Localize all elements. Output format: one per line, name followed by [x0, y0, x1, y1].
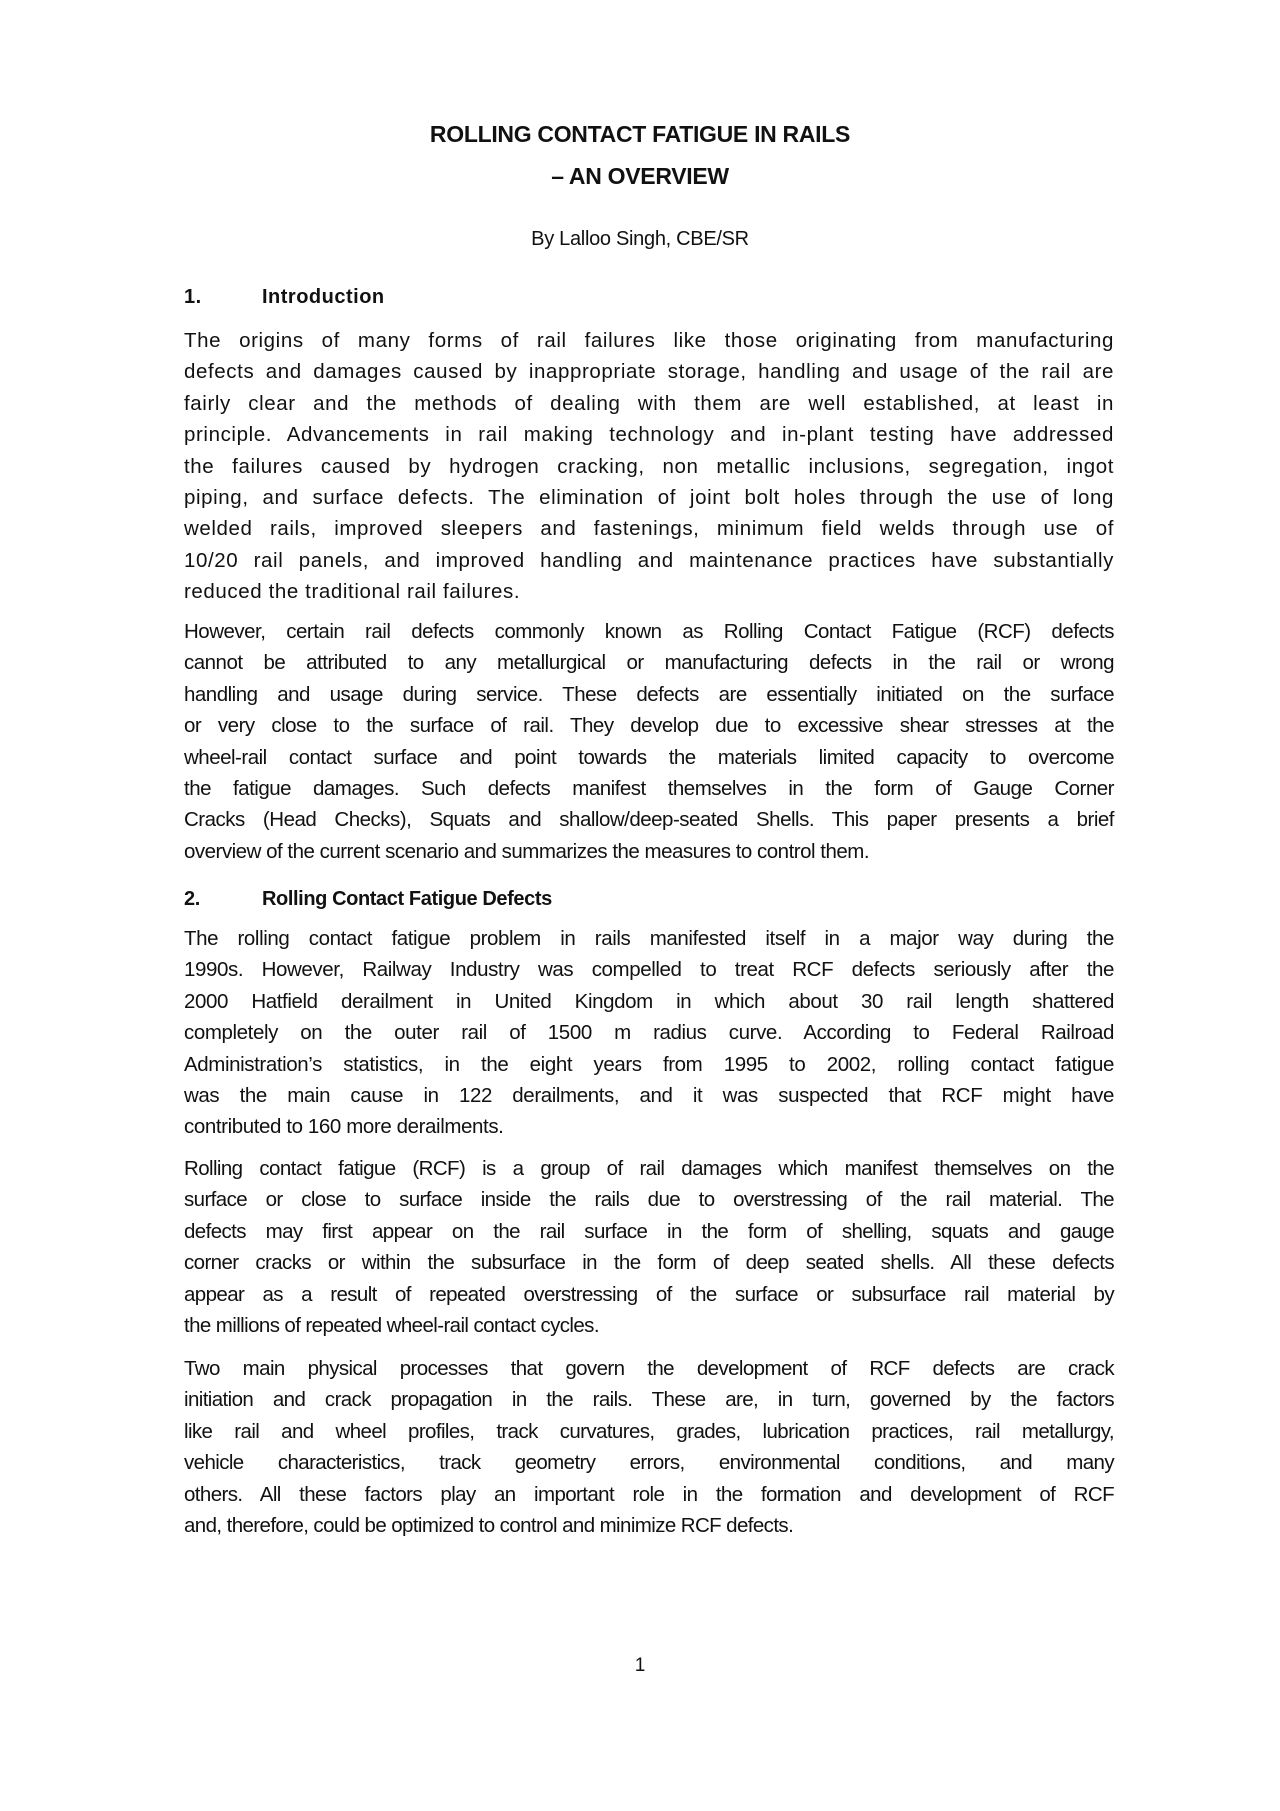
- text-line: defects may first appear on the rail surface in the form of shelling, squats and gauge: [184, 1219, 1114, 1243]
- section-title: Rolling Contact Fatigue Defects: [262, 888, 552, 910]
- text-line: Two main physical processes that govern the development of RCF defects are crack: [184, 1357, 1114, 1380]
- section-heading-rcf-defects: [184, 888, 552, 911]
- section-number: 2.: [184, 888, 200, 910]
- page-number: 1: [634, 1655, 646, 1676]
- text-line: handling and usage during service. These defects are essentially initiated on the surface: [184, 682, 1114, 706]
- text-line: fairly clear and the methods of dealing with them are well established, at least in: [184, 391, 1114, 415]
- text-line: contributed to 160 more derailments.: [184, 1115, 504, 1139]
- text-line: the millions of repeated wheel-rail contact cycles.: [184, 1314, 599, 1338]
- document-title: ROLLING CONTACT FATIGUE IN RAILS: [429, 121, 851, 147]
- paragraph: [184, 1153, 1114, 1341]
- text-line: others. All these factors play an important role in the formation and development of RCF: [184, 1482, 1114, 1506]
- section-heading-introduction: [184, 286, 385, 309]
- text-line: overview of the current scenario and summarizes the measures to control them.: [184, 839, 870, 863]
- text-line: vehicle characteristics, track geometry errors, environmental conditions, and many: [184, 1451, 1114, 1475]
- author-line: By Lalloo Singh, CBE/SR: [531, 228, 749, 250]
- paragraph: [184, 325, 1114, 608]
- text-line: wheel-rail contact surface and point towards the materials limited capacity to overcome: [184, 745, 1114, 769]
- text-line: was the main cause in 122 derailments, and it was suspected that RCF might have: [184, 1084, 1114, 1108]
- text-line: reduced the traditional rail failures.: [184, 580, 521, 604]
- paragraph: [184, 616, 1114, 867]
- text-line: Cracks (Head Checks), Squats and shallow/deep-seated Shells. This paper presents a brief: [184, 808, 1114, 832]
- text-line: defects and damages caused by inappropriate storage, handling and usage of the rail are: [184, 360, 1114, 384]
- paragraph: [184, 923, 1114, 1143]
- text-line: completely on the outer rail of 1500 m radius curve. According to Federal Railroad: [184, 1021, 1114, 1045]
- text-line: cannot be attributed to any metallurgical or manufacturing defects in the rail or wrong: [184, 651, 1114, 675]
- text-line: initiation and crack propagation in the rails. These are, in turn, governed by the factors: [184, 1388, 1114, 1412]
- paragraph: [184, 1353, 1114, 1541]
- text-line: and, therefore, could be optimized to control and minimize RCF defects.: [184, 1514, 794, 1538]
- text-line: or very close to the surface of rail. They develop due to excessive shear stresses at the: [184, 714, 1114, 738]
- text-line: Rolling contact fatigue (RCF) is a group of rail damages which manifest themselves on the: [184, 1157, 1114, 1180]
- text-line: surface or close to surface inside the rails due to overstressing of the rail material. The: [184, 1188, 1114, 1212]
- text-line: corner cracks or within the subsurface in the form of deep seated shells. All these defects: [184, 1251, 1114, 1275]
- section-title: Introduction: [262, 286, 385, 308]
- text-line: However, certain rail defects commonly known as Rolling Contact Fatigue (RCF) defects: [184, 620, 1114, 643]
- text-line: 2000 Hatfield derailment in United Kingdom in which about 30 rail length shattered: [184, 989, 1114, 1013]
- text-line: principle. Advancements in rail making technology and in-plant testing have addressed: [184, 423, 1114, 447]
- text-line: 1990s. However, Railway Industry was compelled to treat RCF defects seriously after the: [184, 958, 1114, 982]
- text-line: the failures caused by hydrogen cracking, non metallic inclusions, segregation, ingot: [184, 454, 1114, 478]
- text-line: welded rails, improved sleepers and fastenings, minimum field welds through use of: [184, 517, 1114, 541]
- text-line: the fatigue damages. Such defects manifest themselves in the form of Gauge Corner: [184, 777, 1114, 801]
- text-line: like rail and wheel profiles, track curvatures, grades, lubrication practices, rail metallurgy,: [184, 1419, 1114, 1443]
- text-line: appear as a result of repeated overstressing of the surface or subsurface rail material by: [184, 1282, 1114, 1306]
- text-line: 10/20 rail panels, and improved handling and maintenance practices have substantially: [184, 548, 1114, 572]
- document-subtitle: – AN OVERVIEW: [551, 163, 729, 189]
- text-line: The origins of many forms of rail failures like those originating from manufacturing: [184, 329, 1114, 352]
- text-line: Administration’s statistics, in the eight years from 1995 to 2002, rolling contact fatigue: [184, 1052, 1114, 1076]
- section-number: 1.: [184, 286, 202, 308]
- text-line: piping, and surface defects. The elimination of joint bolt holes through the use of long: [184, 486, 1114, 510]
- text-line: The rolling contact fatigue problem in rails manifested itself in a major way during the: [184, 927, 1114, 950]
